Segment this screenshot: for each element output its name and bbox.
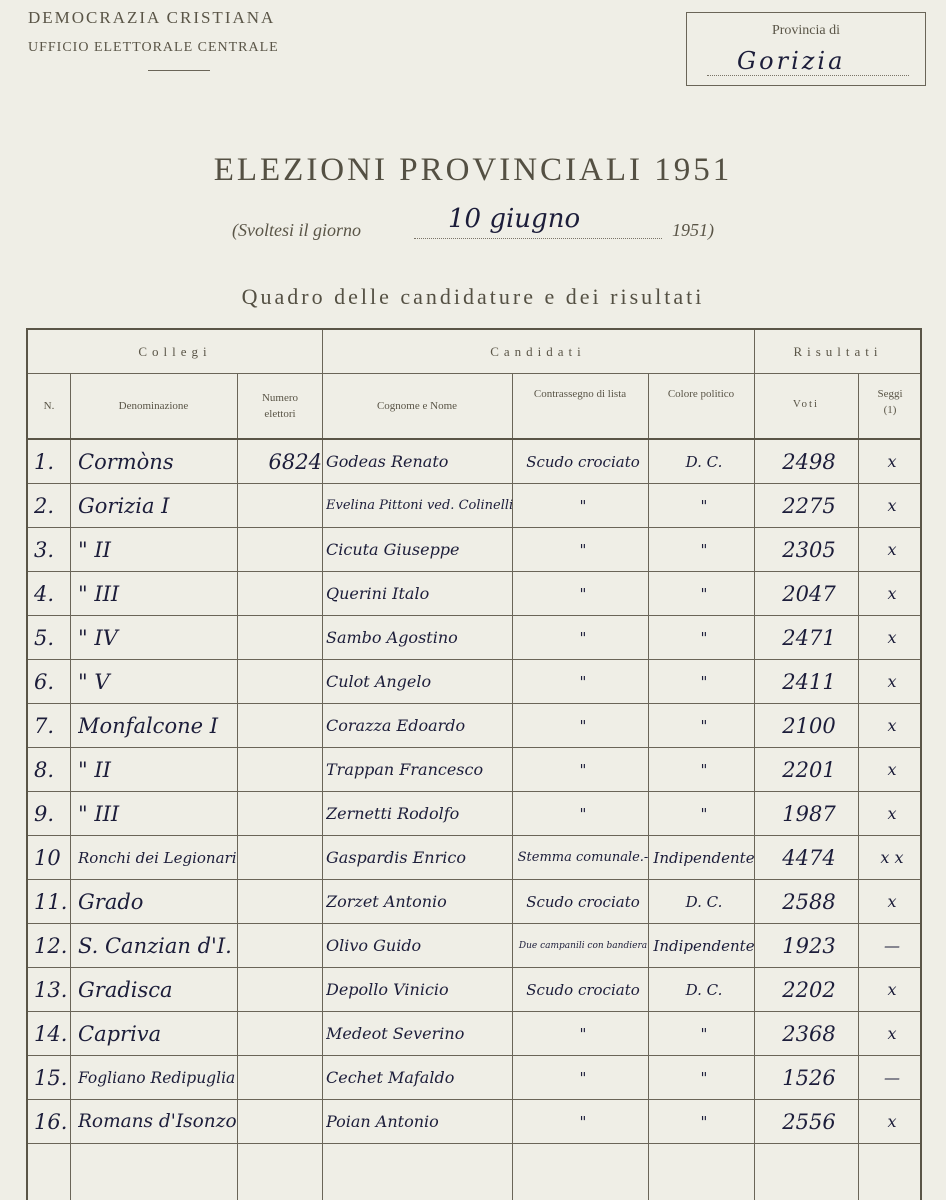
collegio-name: Capriva <box>78 1022 162 1046</box>
col-header-colore: Colore politico <box>667 388 735 400</box>
table-row <box>28 968 920 1012</box>
elector-count <box>240 968 322 1012</box>
vote-count: 1987 <box>782 802 836 826</box>
political-color: Indipendente <box>653 937 755 955</box>
elector-count <box>240 1012 322 1056</box>
collegio-name: " II <box>78 538 111 562</box>
province-dotted-line <box>707 75 909 76</box>
col-header-denominazione: Denominazione <box>118 400 189 412</box>
row-number: 6. <box>34 670 55 694</box>
vote-count: 2556 <box>782 1110 836 1134</box>
row-number: 8. <box>34 758 55 782</box>
list-symbol: " <box>579 541 587 559</box>
seats-mark: — <box>884 936 900 955</box>
political-color: " <box>700 717 708 735</box>
row-number: 4. <box>34 582 55 606</box>
table-row <box>28 484 920 528</box>
candidate-name: Cechet Mafaldo <box>326 1068 455 1087</box>
collegio-name: Fogliano Redipuglia <box>78 1069 236 1087</box>
header-rule <box>148 70 210 71</box>
collegio-name: Grado <box>78 890 144 914</box>
elector-count: 6824 <box>268 450 322 474</box>
table-row <box>28 748 920 792</box>
seats-mark: x <box>887 452 897 471</box>
date-suffix: 1951) <box>672 220 714 240</box>
candidate-name: Trappan Francesco <box>326 760 484 779</box>
political-color: " <box>700 1069 708 1087</box>
vote-count: 2471 <box>782 626 836 650</box>
seats-mark: x <box>887 1112 897 1131</box>
collegio-name: Monfalcone I <box>78 714 219 738</box>
seats-mark: x <box>887 716 897 735</box>
political-color: " <box>700 761 708 779</box>
office-name: UFFICIO ELETTORALE CENTRALE <box>28 40 279 55</box>
col-header-numero-elettori: Numero elettori <box>261 392 299 420</box>
candidate-name: Depollo Vinicio <box>326 980 449 999</box>
collegio-name: Cormòns <box>78 450 174 474</box>
elector-count <box>240 880 322 924</box>
col-header-seggi: Seggi (1) <box>877 388 903 416</box>
table-row <box>28 1056 920 1100</box>
seats-mark: x <box>887 540 897 559</box>
table-row <box>28 572 920 616</box>
vote-count: 2100 <box>782 714 836 738</box>
row-number: 14. <box>34 1022 68 1046</box>
list-symbol: " <box>579 629 587 647</box>
vote-count: 1526 <box>782 1066 836 1090</box>
row-number: 11. <box>34 890 68 914</box>
table-row <box>28 880 920 924</box>
group-collegi: Collegi <box>138 344 212 359</box>
table-row <box>28 924 920 968</box>
vote-count: 2411 <box>782 670 836 694</box>
political-color: " <box>700 1025 708 1043</box>
list-symbol: " <box>579 1113 587 1131</box>
vote-count: 2368 <box>782 1022 836 1046</box>
col-header-n: N. <box>43 400 55 412</box>
elector-count <box>240 1100 322 1144</box>
row-number: 7. <box>34 714 55 738</box>
seats-mark: — <box>884 1068 900 1087</box>
seats-mark: x <box>887 1024 897 1043</box>
col-header-contrassegno: Contrassegno di lista <box>533 388 627 400</box>
date-prefix: (Svoltesi il giorno <box>232 220 361 240</box>
list-symbol: " <box>579 717 587 735</box>
group-risultati: Risultati <box>793 344 883 359</box>
elector-count <box>240 792 322 836</box>
collegio-name: " III <box>78 802 120 826</box>
table-row <box>28 1100 920 1144</box>
political-color: D. C. <box>685 893 723 911</box>
seats-mark: x <box>887 760 897 779</box>
candidate-name: Gaspardis Enrico <box>326 848 466 867</box>
candidate-name: Querini Italo <box>326 584 430 603</box>
elector-count <box>240 616 322 660</box>
list-symbol: " <box>579 673 587 691</box>
table-row <box>28 528 920 572</box>
table-row <box>28 616 920 660</box>
divider <box>28 373 920 374</box>
row-number: 1. <box>34 450 55 474</box>
vote-count: 2275 <box>782 494 836 518</box>
list-symbol: Due campanili con bandiera <box>518 941 648 951</box>
vote-count: 2588 <box>782 890 836 914</box>
seats-mark: x <box>887 584 897 603</box>
row-number: 15. <box>34 1066 68 1090</box>
table-row <box>28 704 920 748</box>
date-dotted-line <box>414 238 662 239</box>
row-number: 5. <box>34 626 55 650</box>
row-number: 2. <box>34 494 55 518</box>
list-symbol: " <box>579 1025 587 1043</box>
row-number: 9. <box>34 802 55 826</box>
candidate-name: Sambo Agostino <box>326 628 458 647</box>
collegio-name: " II <box>78 758 111 782</box>
political-color: " <box>700 1113 708 1131</box>
seats-mark: x x <box>880 848 904 867</box>
elector-count <box>240 704 322 748</box>
candidate-name: Culot Angelo <box>326 672 432 691</box>
table-row <box>28 836 920 880</box>
seats-mark: x <box>887 892 897 911</box>
candidate-name: Zernetti Rodolfo <box>326 804 460 823</box>
vote-count: 2047 <box>782 582 836 606</box>
province-value: Gorizia <box>737 47 846 75</box>
candidate-name: Godeas Renato <box>326 452 449 471</box>
collegio-name: " IV <box>78 626 118 650</box>
vote-count: 4474 <box>782 846 836 870</box>
political-color: " <box>700 497 708 515</box>
elector-count <box>240 572 322 616</box>
candidate-name: Medeot Severino <box>326 1024 465 1043</box>
vote-count: 2305 <box>782 538 836 562</box>
col-header-voti: Voti <box>792 398 820 410</box>
list-symbol: Scudo crociato <box>526 893 640 911</box>
list-symbol: Scudo crociato <box>526 453 640 471</box>
political-color: Indipendente <box>653 849 755 867</box>
collegio-name: Gorizia I <box>78 494 170 518</box>
list-symbol: " <box>579 497 587 515</box>
page-title: ELEZIONI PROVINCIALI 1951 <box>213 152 733 188</box>
elector-count <box>240 528 322 572</box>
table-row <box>28 660 920 704</box>
candidate-name: Corazza Edoardo <box>326 716 466 735</box>
collegio-name: Ronchi dei Legionari <box>78 849 237 867</box>
col-header-cognome-nome: Cognome e Nome <box>376 400 458 412</box>
candidate-name: Olivo Guido <box>326 936 422 955</box>
political-color: " <box>700 629 708 647</box>
list-symbol: " <box>579 761 587 779</box>
row-divider <box>28 1143 920 1144</box>
political-color: " <box>700 805 708 823</box>
row-number: 10 <box>34 846 61 870</box>
table-row <box>28 440 920 484</box>
candidate-name: Evelina Pittoni ved. Colinelli <box>326 498 514 513</box>
province-label: Provincia di <box>771 23 841 38</box>
collegio-name: Gradisca <box>78 978 173 1002</box>
org-name: DEMOCRAZIA CRISTIANA <box>28 8 276 27</box>
row-number: 12. <box>34 934 68 958</box>
vote-count: 2201 <box>782 758 836 782</box>
elector-count <box>240 1056 322 1100</box>
vote-count: 2202 <box>782 978 836 1002</box>
table-row <box>28 1012 920 1056</box>
list-symbol: " <box>579 805 587 823</box>
page-subtitle: Quadro delle candidature e dei risultati <box>241 284 705 309</box>
political-color: " <box>700 541 708 559</box>
elector-count <box>240 836 322 880</box>
list-symbol: " <box>579 1069 587 1087</box>
vote-count: 1923 <box>782 934 836 958</box>
row-number: 16. <box>34 1110 68 1134</box>
list-symbol: Scudo crociato <box>526 981 640 999</box>
vote-count: 2498 <box>782 450 836 474</box>
candidate-name: Poian Antonio <box>326 1112 439 1131</box>
date-value: 10 giugno <box>448 204 581 234</box>
collegio-name: Romans d'Isonzo <box>78 1111 237 1132</box>
seats-mark: x <box>887 496 897 515</box>
table-row <box>28 792 920 836</box>
seats-mark: x <box>887 980 897 999</box>
list-symbol: " <box>579 585 587 603</box>
group-candidati: Candidati <box>490 344 586 359</box>
collegio-name: " V <box>78 670 110 694</box>
political-color: " <box>700 673 708 691</box>
row-number: 3. <box>34 538 55 562</box>
candidate-name: Cicuta Giuseppe <box>326 540 460 559</box>
political-color: " <box>700 585 708 603</box>
elector-count <box>240 484 322 528</box>
row-number: 13. <box>34 978 68 1002</box>
elector-count <box>240 748 322 792</box>
province-box <box>686 12 926 86</box>
seats-mark: x <box>887 804 897 823</box>
political-color: D. C. <box>685 453 723 471</box>
candidate-name: Zorzet Antonio <box>326 892 447 911</box>
seats-mark: x <box>887 672 897 691</box>
seats-mark: x <box>887 628 897 647</box>
collegio-name: S. Canzian d'I. <box>78 934 232 958</box>
collegio-name: " III <box>78 582 120 606</box>
election-date-line <box>232 204 732 244</box>
elector-count <box>240 924 322 968</box>
results-table <box>26 328 922 1200</box>
elector-count <box>240 660 322 704</box>
list-symbol: Stemma comunale.- <box>517 850 649 865</box>
political-color: D. C. <box>685 981 723 999</box>
